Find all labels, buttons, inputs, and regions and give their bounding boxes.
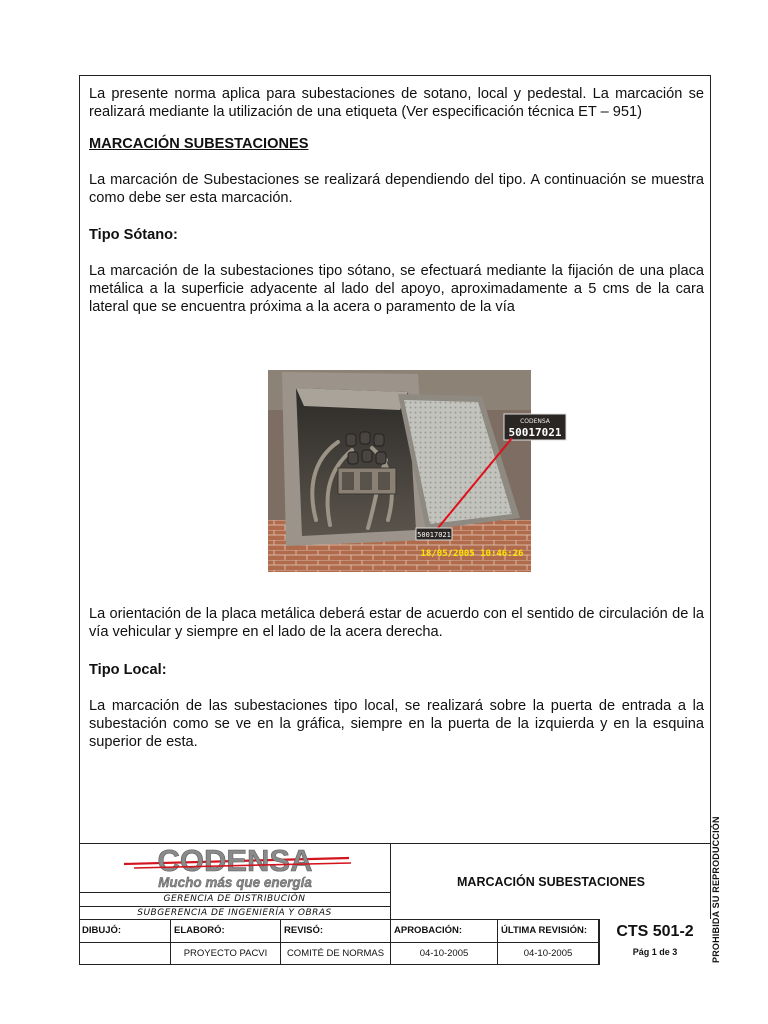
section-paragraph: La marcación de Subestaciones se realizará dependiendo del tipo. A continuación se muestra como debe ser esta marcación. (89, 172, 704, 206)
small-plate-label: 50017021 (417, 531, 451, 539)
section-heading: MARCACIÓN SUBESTACIONES (89, 136, 309, 152)
aprobacion-label: APROBACIÓN: (391, 920, 498, 942)
title-block (79, 843, 711, 965)
photo-timestamp: 18/05/2005 10:46:26 (420, 549, 524, 559)
local-heading: Tipo Local: (89, 662, 167, 678)
codensa-logo-graphic (79, 844, 391, 893)
codensa-logo (79, 843, 391, 892)
document-code: CTS 501-2 (616, 923, 694, 940)
aprobacion-value: 04-10-2005 (391, 943, 498, 965)
plate-number-label: 50017021 (508, 426, 562, 439)
sotano-paragraph: La marcación de la subestaciones tipo sótano, se efectuará mediante la fijación de una placa metálica a la superficie adyacente al lado del apoyo, aproximadamente a 5 cms de la cara lateral que se encuentra próxima a la acera o paramento de la vía (89, 263, 704, 315)
sotano-heading: Tipo Sótano: (89, 227, 178, 243)
substation-photo (268, 370, 562, 572)
gerencia-label: GERENCIA DE DISTRIBUCIÓN (79, 892, 391, 906)
document-code-box (599, 919, 711, 965)
local-paragraph: La marcación de las subestaciones tipo local, se realizará sobre la puerta de entrada a la subestación como se ve en la gráfica, siempre en la puerta de la izquierda y en la esquina superior de esta. (89, 698, 704, 750)
intro-paragraph: La presente norma aplica para subestaciones de sotano, local y pedestal. La marcación se realizará mediante la utilización de una etiqueta (Ver especificación técnica ET – 951) (89, 86, 704, 120)
logo-wordmark: CODENSA (157, 843, 313, 878)
subgerencia-label: SUBGERENCIA DE INGENIERÍA Y OBRAS (79, 906, 391, 919)
ultima-revision-label: ÚLTIMA REVISIÓN: (498, 920, 599, 942)
page-number: Pág 1 de 3 (632, 947, 678, 957)
elaboro-value: PROYECTO PACVI (171, 943, 281, 965)
substation-photo-illustration (268, 370, 562, 572)
reviso-label: REVISÓ: (281, 920, 391, 942)
logo-tagline: Mucho más que energía (158, 875, 312, 890)
orientation-paragraph: La orientación de la placa metálica deberá estar de acuerdo con el sentido de circulación de la vía vehicular y siempre en el lado de la acera derecha. (89, 606, 704, 640)
elaboro-label: ELABORÓ: (171, 920, 281, 942)
dibujo-value (79, 943, 171, 965)
reproduction-notice: PROHIBIDA SU REPRODUCCIÓN (711, 816, 721, 963)
block-title: MARCACIÓN SUBESTACIONES (391, 843, 711, 919)
dibujo-label: DIBUJÓ: (79, 920, 171, 942)
ultima-revision-value: 04-10-2005 (498, 943, 599, 965)
reviso-value: COMITÉ DE NORMAS (281, 943, 391, 965)
plate-top-label: CODENSA (520, 418, 550, 425)
